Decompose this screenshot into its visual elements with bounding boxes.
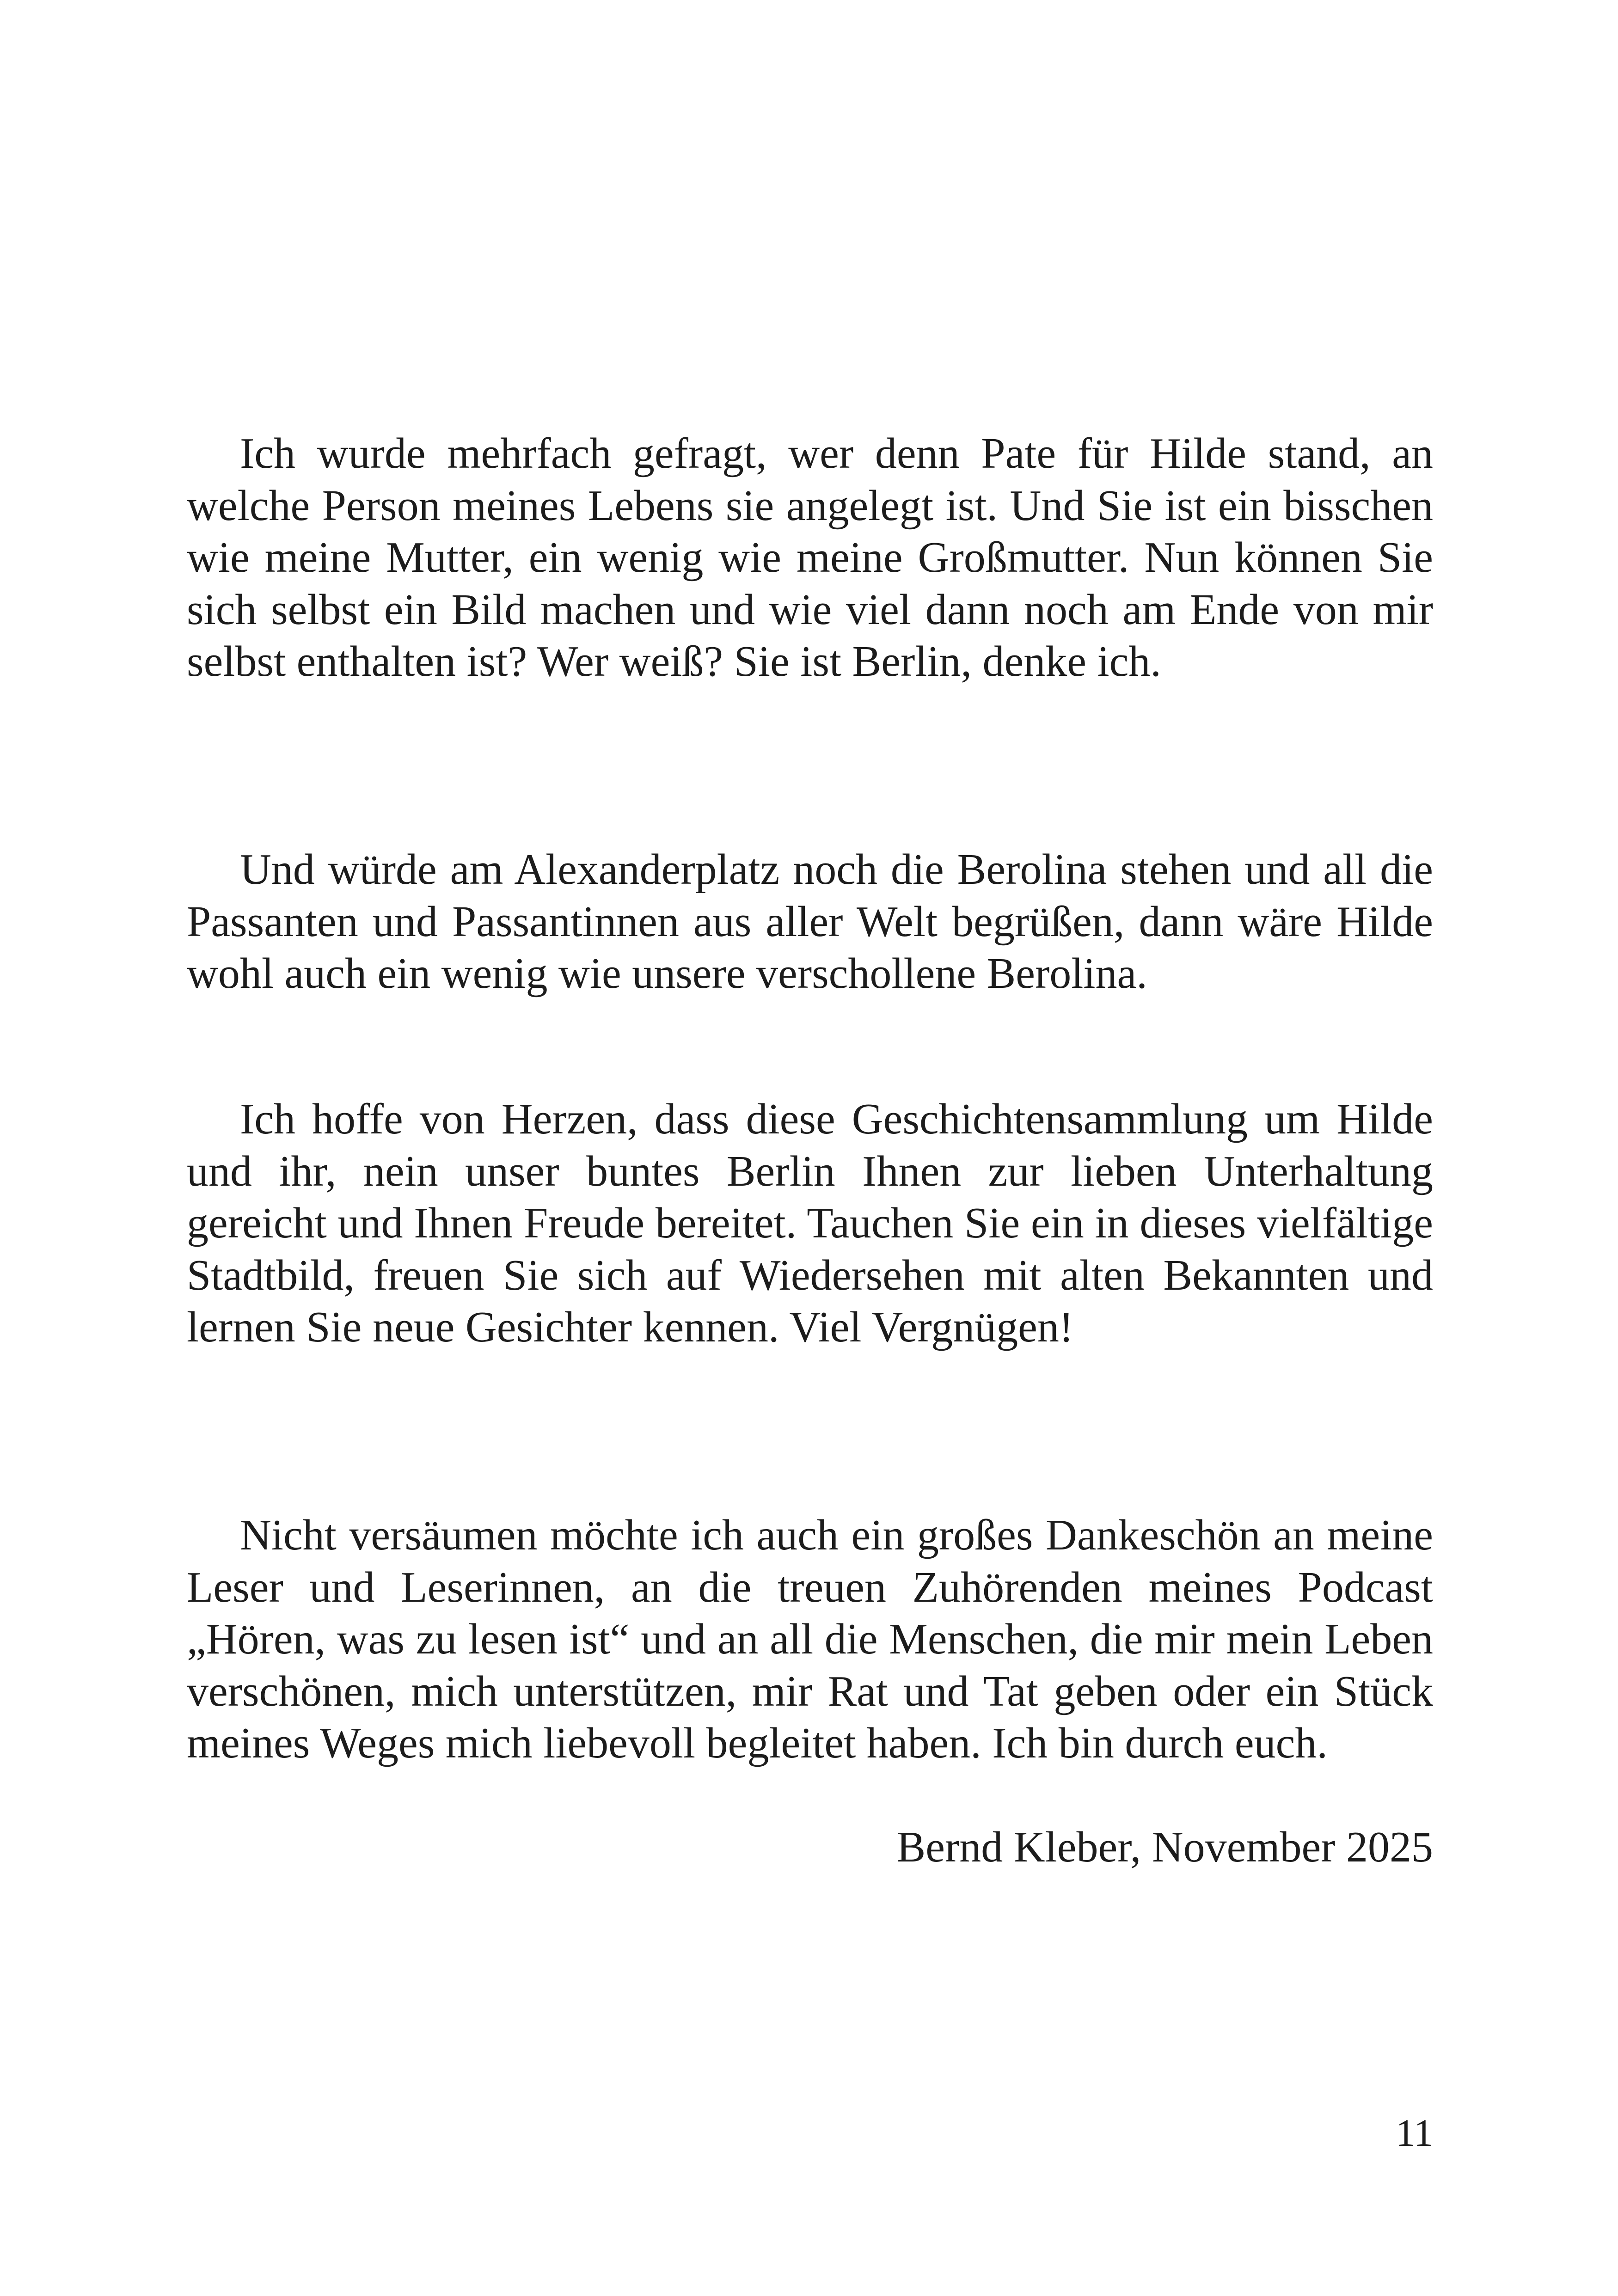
author-signature: Bernd Kleber, November 2025 [896, 1823, 1433, 1871]
paragraph-thanks: Nicht versäumen möchte ich auch ein großes Dankeschön an meine Leser und Leserinnen, an die treuen Zuhörenden meines Podcast „Hören, was zu lesen ist“ und an all die Menschen, die mir mein Leben verschönen, mich unterstützen, mir Rat und Tat geben oder ein Stück meines Weges mich liebevoll begleitet haben. Ich bin durch euch. [187, 1511, 1433, 1767]
page-number: 11 [1396, 2112, 1433, 2155]
paragraph-wishes: Ich hoffe von Herzen, dass diese Geschichtensammlung um Hilde und ihr, nein unser buntes Berlin Ihnen zur lieben Unterhaltung gereicht und Ihnen Freude bereitet. Tauchen Sie ein in dieses vielfältige Stadtbild, freuen Sie sich auf Wiedersehen mit alten Bekannten und lernen Sie neue Gesichter kennen. Viel Vergnügen! [187, 1095, 1433, 1351]
paragraph-berolina: Und würde am Alexanderplatz noch die Berolina stehen und all die Passanten und Passantinnen aus aller Welt begrüßen, dann wäre Hilde wohl auch ein wenig wie unsere verschollene Berolina. [187, 845, 1433, 998]
paragraph-inspiration: Ich wurde mehrfach gefragt, wer denn Pate für Hilde stand, an welche Person meines Lebens sie angelegt ist. Und Sie ist ein bisschen wie meine Mutter, ein wenig wie meine Großmutter. Nun können Sie sich selbst ein Bild machen und wie viel dann noch am Ende von mir selbst enthalten ist? Wer weiß? Sie ist Berlin, denke ich. [187, 429, 1433, 686]
